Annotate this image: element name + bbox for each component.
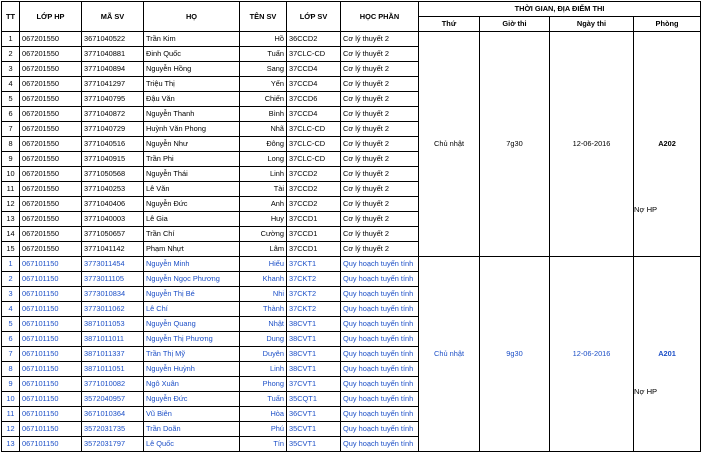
row-ma-sv: 3572031797 — [82, 437, 144, 452]
row-ten-sv: Tuấn — [240, 47, 287, 62]
row-tt: 15 — [2, 242, 20, 257]
row-ma-sv: 3871011051 — [82, 362, 144, 377]
row-ten-sv: Sang — [240, 62, 287, 77]
row-hoc-phan: Cơ lý thuyết 2 — [341, 107, 419, 122]
row-ten-sv: Yến — [240, 77, 287, 92]
row-lop-hp: 067201550 — [20, 32, 82, 47]
row-tt: 9 — [2, 377, 20, 392]
row-ma-sv: 3771041297 — [82, 77, 144, 92]
row-ho: Đinh Quốc — [144, 47, 240, 62]
row-tt: 6 — [2, 107, 20, 122]
header-ten-sv: TÊN SV — [240, 2, 287, 32]
row-hoc-phan: Cơ lý thuyết 2 — [341, 122, 419, 137]
row-lop-sv: 37CKT2 — [287, 287, 341, 302]
row-lop-hp: 067201550 — [20, 137, 82, 152]
row-ten-sv: Nhật — [240, 317, 287, 332]
row-tt: 11 — [2, 407, 20, 422]
row-ho: Nguyễn Thị Phương — [144, 332, 240, 347]
row-lop-hp: 067101150 — [20, 392, 82, 407]
row-ho: Trần Thị Mỹ — [144, 347, 240, 362]
row-ho: Nguyễn Như — [144, 137, 240, 152]
row-ten-sv: Nhi — [240, 287, 287, 302]
row-ten-sv: Nhã — [240, 122, 287, 137]
row-lop-sv: 37CCD4 — [287, 107, 341, 122]
table-row — [2, 257, 701, 272]
header-ho: HỌ — [144, 2, 240, 32]
row-ma-sv: 3871011053 — [82, 317, 144, 332]
header-tt: TT — [2, 2, 20, 32]
row-tt: 11 — [2, 182, 20, 197]
row-tt: 1 — [2, 32, 20, 47]
row-ma-sv: 3773010834 — [82, 287, 144, 302]
row-tt: 13 — [2, 437, 20, 452]
row-lop-sv: 36CVT1 — [287, 407, 341, 422]
row-lop-sv: 37CCD2 — [287, 167, 341, 182]
row-lop-hp: 067101150 — [20, 302, 82, 317]
row-lop-sv: 37CLC-CD — [287, 122, 341, 137]
row-ho: Phạm Nhựt — [144, 242, 240, 257]
row-lop-hp: 067201550 — [20, 62, 82, 77]
row-hoc-phan: Cơ lý thuyết 2 — [341, 212, 419, 227]
row-hoc-phan: Cơ lý thuyết 2 — [341, 92, 419, 107]
header-ma-sv: MÃ SV — [82, 2, 144, 32]
row-ten-sv: Dung — [240, 332, 287, 347]
exam-room: A202 — [634, 32, 701, 257]
header-thoi-gian: THỜI GIAN, ĐỊA ĐIỂM THI — [419, 2, 701, 17]
row-ma-sv: 3771050568 — [82, 167, 144, 182]
row-ho: Nguyễn Hồng — [144, 62, 240, 77]
row-ten-sv: Linh — [240, 362, 287, 377]
row-ma-sv: 3771041142 — [82, 242, 144, 257]
row-lop-hp: 067101150 — [20, 347, 82, 362]
row-lop-sv: 38CVT1 — [287, 317, 341, 332]
row-ho: Nguyễn Huỳnh — [144, 362, 240, 377]
row-hoc-phan: Quy hoạch tuyến tính — [341, 377, 419, 392]
row-hoc-phan: Cơ lý thuyết 2 — [341, 47, 419, 62]
row-lop-hp: 067101150 — [20, 317, 82, 332]
row-tt: 2 — [2, 47, 20, 62]
row-lop-hp: 067201550 — [20, 242, 82, 257]
row-lop-hp: 067201550 — [20, 47, 82, 62]
row-tt: 2 — [2, 272, 20, 287]
row-hoc-phan: Cơ lý thuyết 2 — [341, 197, 419, 212]
row-hoc-phan: Quy hoạch tuyến tính — [341, 347, 419, 362]
row-lop-hp: 067101150 — [20, 272, 82, 287]
row-lop-hp: 067201550 — [20, 152, 82, 167]
row-hoc-phan: Quy hoạch tuyến tính — [341, 317, 419, 332]
row-ho: Nguyễn Thái — [144, 167, 240, 182]
header-phong: Phòng — [634, 17, 701, 32]
header-thu: Thứ — [419, 17, 480, 32]
row-ho: Triệu Thị — [144, 77, 240, 92]
row-hoc-phan: Cơ lý thuyết 2 — [341, 62, 419, 77]
row-tt: 9 — [2, 152, 20, 167]
row-lop-sv: 37CLC-CD — [287, 137, 341, 152]
row-ten-sv: Phong — [240, 377, 287, 392]
row-ma-sv: 3771040253 — [82, 182, 144, 197]
row-lop-sv: 35CVT1 — [287, 437, 341, 452]
row-ten-sv: Anh — [240, 197, 287, 212]
row-ten-sv: Bình — [240, 107, 287, 122]
row-lop-sv: 37CCD1 — [287, 212, 341, 227]
row-ma-sv: 3771040516 — [82, 137, 144, 152]
row-tt: 5 — [2, 317, 20, 332]
row-hoc-phan: Quy hoạch tuyến tính — [341, 422, 419, 437]
row-hoc-phan: Cơ lý thuyết 2 — [341, 167, 419, 182]
row-ho: Lê Quốc — [144, 437, 240, 452]
row-lop-sv: 37CCD2 — [287, 197, 341, 212]
row-hoc-phan: Quy hoạch tuyến tính — [341, 362, 419, 377]
row-ho: Trần Chí — [144, 227, 240, 242]
row-ma-sv: 3771040915 — [82, 152, 144, 167]
row-ho: Lê Gia — [144, 212, 240, 227]
header-hoc-phan: HỌC PHẦN — [341, 2, 419, 32]
row-hoc-phan: Quy hoạch tuyến tính — [341, 392, 419, 407]
row-lop-sv: 37CCD1 — [287, 227, 341, 242]
row-ma-sv: 3771050657 — [82, 227, 144, 242]
exam-date: 12-06-2016 — [550, 257, 634, 452]
row-hoc-phan: Cơ lý thuyết 2 — [341, 182, 419, 197]
row-lop-sv: 38CVT1 — [287, 332, 341, 347]
row-lop-hp: 067201550 — [20, 167, 82, 182]
row-tt: 1 — [2, 257, 20, 272]
row-lop-hp: 067101150 — [20, 287, 82, 302]
row-ten-sv: Long — [240, 152, 287, 167]
row-ten-sv: Cường — [240, 227, 287, 242]
row-ten-sv: Huy — [240, 212, 287, 227]
row-ma-sv: 3773011454 — [82, 257, 144, 272]
header-lop-hp: LỚP HP — [20, 2, 82, 32]
header-ngay-thi: Ngày thi — [550, 17, 634, 32]
row-lop-hp: 067201550 — [20, 212, 82, 227]
row-tt: 8 — [2, 137, 20, 152]
row-lop-hp: 067201550 — [20, 182, 82, 197]
row-lop-hp: 067101150 — [20, 362, 82, 377]
row-lop-hp: 067201550 — [20, 107, 82, 122]
row-ma-sv: 3871011011 — [82, 332, 144, 347]
row-ma-sv: 3771010082 — [82, 377, 144, 392]
exam-time: 7g30 — [480, 32, 550, 257]
row-ma-sv: 3771040003 — [82, 212, 144, 227]
row-lop-sv: 37CKT2 — [287, 302, 341, 317]
row-lop-sv: 38CVT1 — [287, 362, 341, 377]
row-ten-sv: Hiếu — [240, 257, 287, 272]
row-ho: Trần Doãn — [144, 422, 240, 437]
row-hoc-phan: Quy hoạch tuyến tính — [341, 407, 419, 422]
row-lop-sv: 37CKT2 — [287, 272, 341, 287]
row-ho: Lê Văn — [144, 182, 240, 197]
row-lop-sv: 38CVT1 — [287, 347, 341, 362]
row-ten-sv: Lâm — [240, 242, 287, 257]
row-hoc-phan: Quy hoạch tuyến tính — [341, 302, 419, 317]
row-hoc-phan: Cơ lý thuyết 2 — [341, 242, 419, 257]
row-tt: 4 — [2, 302, 20, 317]
row-ma-sv: 3773011062 — [82, 302, 144, 317]
exam-date: 12-06-2016 — [550, 32, 634, 257]
row-ten-sv: Phú — [240, 422, 287, 437]
row-ten-sv: Đông — [240, 137, 287, 152]
exam-room: A201 — [634, 257, 701, 452]
row-ho: Nguyễn Đức — [144, 392, 240, 407]
table-row — [2, 32, 701, 47]
exam-time: 9g30 — [480, 257, 550, 452]
row-ho: Nguyễn Minh — [144, 257, 240, 272]
row-ten-sv: Khanh — [240, 272, 287, 287]
row-lop-hp: 067201550 — [20, 227, 82, 242]
row-ten-sv: Tín — [240, 437, 287, 452]
header-gio-thi: Giờ thi — [480, 17, 550, 32]
row-ten-sv: Duyên — [240, 347, 287, 362]
row-hoc-phan: Cơ lý thuyết 2 — [341, 227, 419, 242]
row-tt: 8 — [2, 362, 20, 377]
row-ma-sv: 3771040881 — [82, 47, 144, 62]
exam-day: Chủ nhật — [419, 32, 480, 257]
row-ma-sv: 3771040795 — [82, 92, 144, 107]
row-tt: 7 — [2, 347, 20, 362]
row-ten-sv: Hòa — [240, 407, 287, 422]
row-ten-sv: Linh — [240, 167, 287, 182]
row-ho: Nguyễn Thị Bé — [144, 287, 240, 302]
row-ho: Nguyễn Đức — [144, 197, 240, 212]
row-hoc-phan: Cơ lý thuyết 2 — [341, 152, 419, 167]
row-hoc-phan: Cơ lý thuyết 2 — [341, 77, 419, 92]
row-lop-hp: 067201550 — [20, 77, 82, 92]
row-ma-sv: 3572040957 — [82, 392, 144, 407]
row-lop-sv: 37CCD6 — [287, 92, 341, 107]
row-ho: Lê Chí — [144, 302, 240, 317]
row-ma-sv: 3771040406 — [82, 197, 144, 212]
row-tt: 6 — [2, 332, 20, 347]
row-tt: 13 — [2, 212, 20, 227]
exam-day: Chủ nhật — [419, 257, 480, 452]
table-body — [2, 32, 701, 452]
row-ma-sv: 3771040872 — [82, 107, 144, 122]
header-lop-sv: LỚP SV — [287, 2, 341, 32]
row-lop-hp: 067201550 — [20, 197, 82, 212]
row-ten-sv: Hồ — [240, 32, 287, 47]
row-ma-sv: 3671040522 — [82, 32, 144, 47]
row-ten-sv: Chiến — [240, 92, 287, 107]
row-lop-hp: 067101150 — [20, 332, 82, 347]
row-hoc-phan: Quy hoạch tuyến tính — [341, 257, 419, 272]
row-ho: Đậu Văn — [144, 92, 240, 107]
row-ten-sv: Tuấn — [240, 392, 287, 407]
row-lop-sv: 37CLC-CD — [287, 47, 341, 62]
row-lop-sv: 37CLC-CD — [287, 152, 341, 167]
row-lop-sv: 35CQT1 — [287, 392, 341, 407]
row-lop-hp: 067101150 — [20, 407, 82, 422]
row-lop-sv: 37CCD4 — [287, 77, 341, 92]
row-tt: 5 — [2, 92, 20, 107]
row-ma-sv: 3572031735 — [82, 422, 144, 437]
row-hoc-phan: Quy hoạch tuyến tính — [341, 332, 419, 347]
row-tt: 10 — [2, 167, 20, 182]
row-ma-sv: 3771040894 — [82, 62, 144, 77]
row-lop-sv: 37CCD1 — [287, 242, 341, 257]
row-ma-sv: 3773011105 — [82, 272, 144, 287]
row-hoc-phan: Quy hoạch tuyến tính — [341, 272, 419, 287]
row-hoc-phan: Quy hoạch tuyến tính — [341, 437, 419, 452]
row-lop-sv: 35CVT1 — [287, 422, 341, 437]
row-ho: Trần Kim — [144, 32, 240, 47]
row-hoc-phan: Cơ lý thuyết 2 — [341, 32, 419, 47]
row-lop-hp: 067101150 — [20, 257, 82, 272]
row-ho: Nguyễn Quang — [144, 317, 240, 332]
row-ten-sv: Thành — [240, 302, 287, 317]
row-tt: 14 — [2, 227, 20, 242]
row-ho: Nguyễn Thanh — [144, 107, 240, 122]
row-hoc-phan: Cơ lý thuyết 2 — [341, 137, 419, 152]
exam-schedule-table — [1, 1, 701, 452]
row-ho: Huỳnh Văn Phong — [144, 122, 240, 137]
row-lop-sv: 36CCD2 — [287, 32, 341, 47]
row-tt: 3 — [2, 62, 20, 77]
row-ma-sv: 3871011337 — [82, 347, 144, 362]
note-group-2: Nợ HP — [634, 387, 658, 396]
row-lop-hp: 067101150 — [20, 422, 82, 437]
row-hoc-phan: Quy hoạch tuyến tính — [341, 287, 419, 302]
row-lop-hp: 067201550 — [20, 92, 82, 107]
note-group-1: Nợ HP — [634, 205, 658, 214]
row-ho: Nguyễn Ngọc Phương — [144, 272, 240, 287]
row-tt: 12 — [2, 197, 20, 212]
row-ho: Trần Phi — [144, 152, 240, 167]
row-lop-hp: 067101150 — [20, 377, 82, 392]
row-tt: 7 — [2, 122, 20, 137]
row-tt: 10 — [2, 392, 20, 407]
row-lop-hp: 067101150 — [20, 437, 82, 452]
row-lop-sv: 37CVT1 — [287, 377, 341, 392]
row-ma-sv: 3771040729 — [82, 122, 144, 137]
row-tt: 4 — [2, 77, 20, 92]
row-lop-sv: 37CCD4 — [287, 62, 341, 77]
row-lop-sv: 37CCD2 — [287, 182, 341, 197]
row-tt: 12 — [2, 422, 20, 437]
row-ho: Ngô Xuân — [144, 377, 240, 392]
row-tt: 3 — [2, 287, 20, 302]
row-ho: Vũ Biên — [144, 407, 240, 422]
row-lop-sv: 37CKT1 — [287, 257, 341, 272]
row-lop-hp: 067201550 — [20, 122, 82, 137]
row-ma-sv: 3671010364 — [82, 407, 144, 422]
row-ten-sv: Tài — [240, 182, 287, 197]
